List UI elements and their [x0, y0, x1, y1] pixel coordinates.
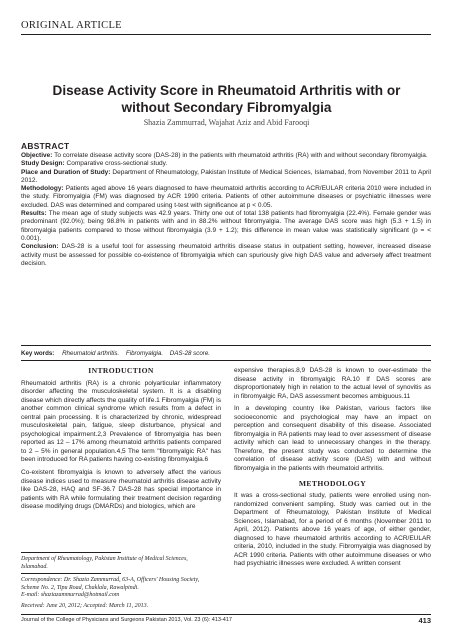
page-number: 413: [418, 616, 431, 625]
footnote-affiliation: Department of Rheumatology, Pakistan Institute of Medical Sciences, Islamabad.: [21, 556, 188, 570]
abstract-heading: ABSTRACT: [21, 141, 70, 151]
header-rule: [21, 34, 431, 35]
footnote-rule: [21, 552, 121, 553]
footnote-email: E-mail: shaziazammurrad@hotmail.com: [21, 592, 120, 599]
left-column: [21, 367, 221, 516]
abstract-body: [21, 152, 431, 268]
body-paragraph: expensive therapies.8,9 DAS-28 is known to over-estimate the disease activity in fibromyalgic RA.10 If DAS scores are disproportionately high in relation to the actual level of synovitis as in fibromyalgic RA, DAS assessment becomes ambiguous.11: [234, 367, 431, 400]
footnote-dates: Received: June 20, 2012; Accepted: March 11, 2013.: [21, 602, 149, 609]
footer-rule: [21, 614, 431, 615]
article-authors: Shazia Zammurrad, Wajahat Aziz and Abid Farooqi: [143, 118, 310, 127]
footnote-correspondence: Correspondence: Dr. Shazia Zammurrad, 63-A, Officers' Housing Society, Scheme No. 2, Tipu Road, Chaklala, Rawalpindi.: [21, 577, 200, 591]
results-label: Results:: [21, 210, 47, 218]
footnote: [21, 550, 201, 611]
introduction-paragraph: Co-existent fibromyalgia is known to adversely affect the various disease indices used to measure rheumatoid arthritis disease activity like DAS-28, HAQ and SF-36.7 DAS-28 has special importance in patients with RA while formulating their treatment decision regarding disease modifying drugs (DMARDs) and biologics, which are: [21, 469, 221, 511]
keywords-label: Key words:: [21, 350, 55, 357]
keyword-item: DAS-28 score.: [169, 350, 211, 357]
methodology-heading: METHODOLOGY: [298, 478, 367, 488]
keyword-item: Fibromyalgia.: [125, 350, 164, 357]
body-paragraph: In a developing country like Pakistan, various factors like socioeconomic and psychological may have an impact on perception and consequent disability of this disease. Associated fibromyalgia in RA patients may lead to over assessment of disease activity which can lead to unnecessary changes in the therapy. Therefore, the present study was conducted to determine the correlation of disease activity score (DAS) with and without fibromyalgia in the patients with rheumatoid arthritis.: [234, 405, 431, 473]
abstract-place: [21, 169, 431, 186]
keywords-rule-top: [21, 345, 431, 346]
introduction-heading: INTRODUCTION: [88, 366, 154, 375]
place-text: Department of Rheumatology, Pakistan Institute of Medical Sciences, Islamabad, from November 2011 to April 2012.: [21, 168, 431, 184]
methodology-label: Methodology:: [21, 185, 64, 193]
design-label: Study Design:: [21, 160, 65, 168]
footnote-rule: [21, 573, 121, 574]
introduction-paragraph: Rheumatoid arthritis (RA) is a chronic polyarticular inflammatory disorder affecting the musculoskeletal system. It is a disabling disease which directly affects the quality of life.1 Fibromyalgia (FM) is another common clinical syndrome which results from a defect in central pain processing. It is characterized by chronic, widespread musculoskeletal pain, fatigue, sleep disturbance, physical and psychological impairment.2,3 Prevalence of fibromyalgia has been reported as 12 – 17% among rheumatoid arthritis patients compared to 2 – 5% in general population.4,5 The term "fibromyalgic RA" has been introduced for RA patients having co-existing fibromyalgia.6: [21, 379, 221, 464]
place-label: Place and Duration of Study:: [21, 168, 111, 176]
abstract-methodology: [21, 185, 431, 210]
objective-label: Objective:: [21, 152, 53, 159]
abstract-results: [21, 210, 431, 243]
body-paragraph: It was a cross-sectional study, patients were enrolled using non-randomized convenient sampling. Study was carried out in the Department of Rheumatology, Pakistan Institute of Medical Sciences, Islamabad, for a period of 6 months (November 2011 to April, 2012). Patients above 16 years of age, of either gender, diagnosed to have rheumatoid arthritis according to ACR/EULAR criteria, 2010, included in the study. Fibromyalgia was diagnosed by ACR 1990 criteria. Patients with other autoimmune diseases or who had psychiatric illnesses were excluded. A written consent: [234, 492, 431, 568]
abstract-conclusion: [21, 243, 431, 268]
abstract-objective: [21, 152, 431, 160]
results-text: The mean age of study subjects was 42.9 years. Thirty one out of total 138 patients had fibromyalgia (22.4%). Female gender was predominant (92.0%); being 98.8% in patients with and in 88.2% without fibromyalgia. The average DAS score was high (5.3 + 1.5) in fibromyalgia patients compared to those without fibromyalgia (3.9 + 1.2); this difference in mean value was statistically significant (p = < 0.001).: [21, 210, 431, 242]
article-title: Disease Activity Score in Rheumatoid Arthritis with or without Secondary Fibromyalgia: [52, 83, 401, 115]
keywords-line: [21, 350, 215, 357]
conclusion-text: DAS-28 is a useful tool for assessing rheumatoid arthritis disease status in outpatient setting, however, increased disease activity must be assessed for possible co-existence of fibromyalgia which can spuriously give high DAS value and adversely affect treatment decision.: [21, 243, 431, 267]
keyword-item: Rheumatoid arthritis.: [62, 350, 120, 357]
journal-footer: Journal of the College of Physicians and Surgeons Pakistan 2013, Vol. 23 (6): 413-417: [21, 617, 232, 623]
section-header: ORIGINAL ARTICLE: [21, 20, 122, 31]
right-column: [234, 367, 431, 573]
abstract-design: [21, 160, 431, 168]
methodology-text: Patients aged above 16 years diagnosed to have rheumatoid arthritis according to ACR/EULAR criteria 2010 were included in the study. Fibromyalgia (FM) was diagnosed by ACR 1990 criteria. Patients of other autoimmune diseases or psychiatric illnesses were excluded. DAS was determined and compared using t-test with significance at p < 0.05.: [21, 185, 431, 209]
objective-text: To correlate disease activity score (DAS-28) in the patients with rheumatoid arthritis (RA) with and without secondary fibromyalgia.: [52, 152, 428, 159]
keywords-rule-bottom: [21, 360, 431, 361]
design-text: Comparative cross-sectional study.: [64, 160, 168, 168]
conclusion-label: Conclusion:: [21, 243, 59, 251]
